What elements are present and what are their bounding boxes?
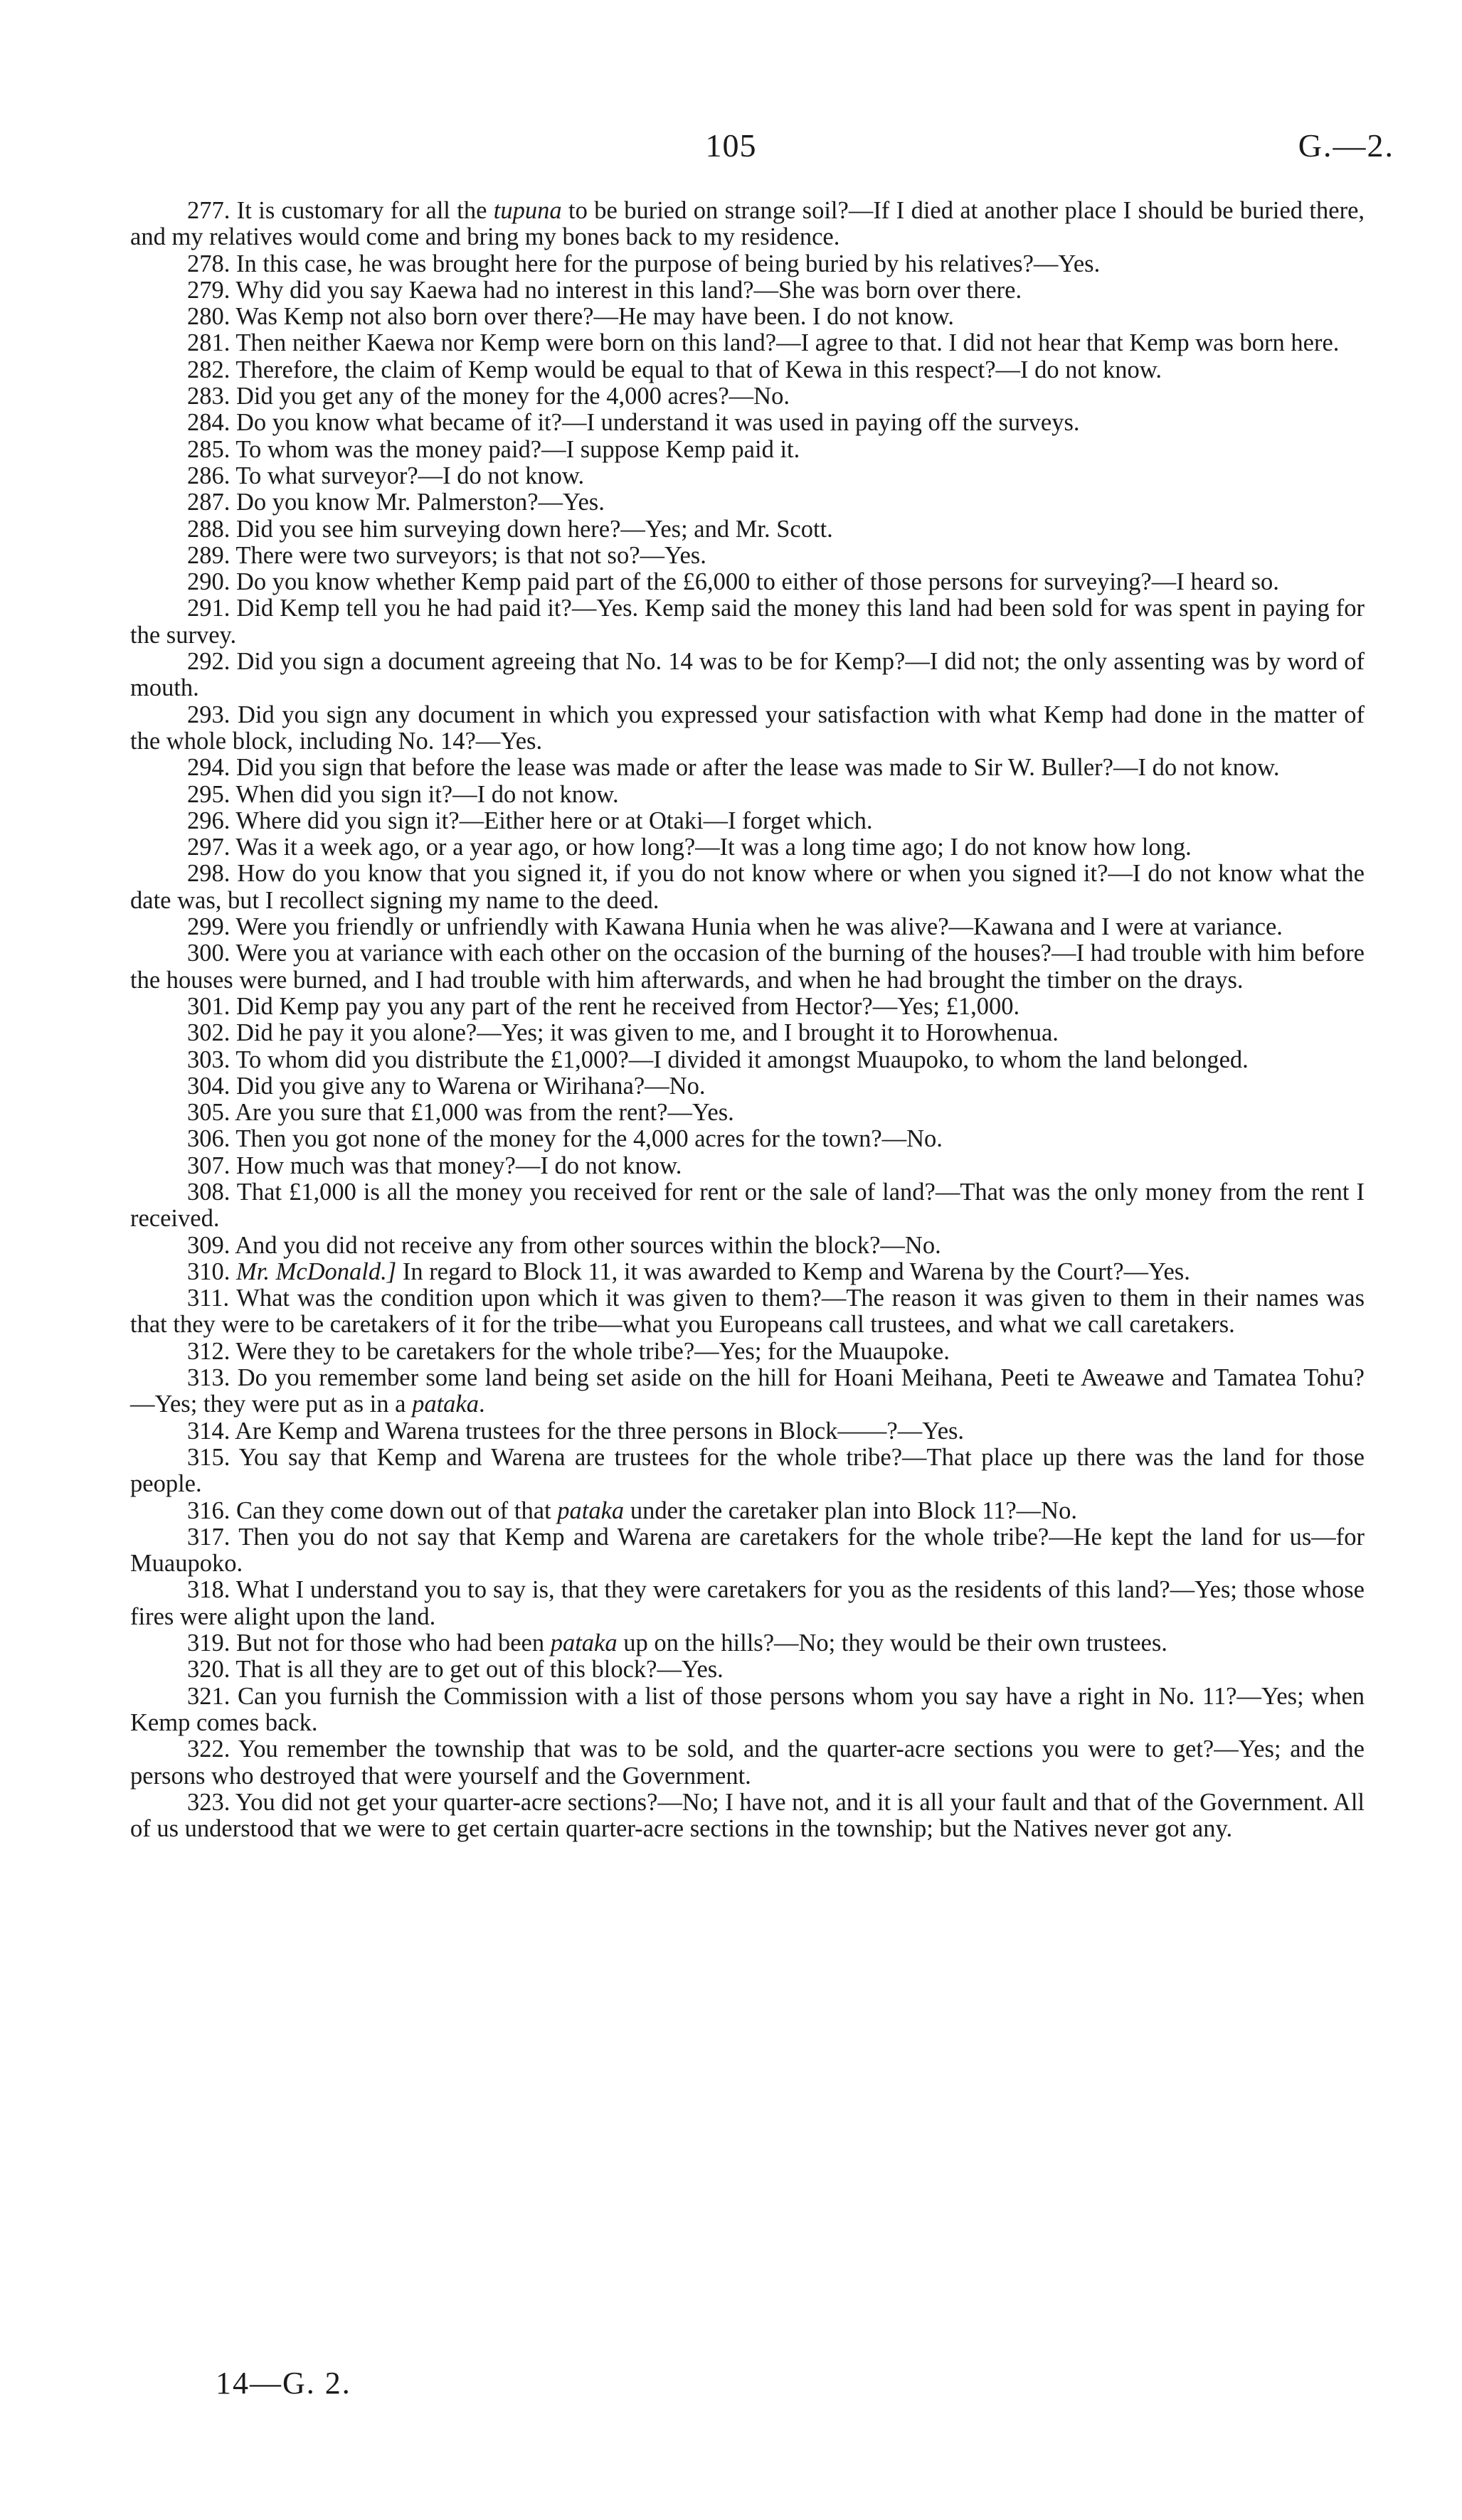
question-number: 322. [187,1735,231,1763]
qa-entry [130,569,1365,595]
speaker-name: Mr. McDonald.] [236,1258,397,1285]
question-number: 289. [187,541,231,569]
qa-entry [130,994,1365,1020]
qa-entry [130,1736,1365,1790]
question-number: 316. [187,1496,231,1524]
question-number: 305. [187,1099,231,1127]
question-number: 296. [187,807,231,834]
qa-entry [130,1445,1365,1498]
question-answer-text: Where did you sign it?—Either here or at Otaki—I forget which. [235,807,873,834]
qa-entry [130,1259,1365,1285]
qa-entry [130,1498,1365,1524]
question-answer-text: Did you sign a document agreeing that No. 14 was to be for Kemp?—I did not; the only assenting was by word of mouth. [130,648,1365,702]
question-answer-text: Did he pay it you alone?—Yes; it was given to me, and I brought it to Horowhenua. [236,1019,1059,1047]
question-answer-text: Did you sign any document in which you expressed your satisfaction with what Kemp had done in the matter of the whole block, including No. 14?—Yes. [130,701,1365,755]
question-number: 320. [187,1656,231,1684]
question-answer-text: Was Kemp not also born over there?—He may have been. I do not know. [235,303,954,331]
question-number: 292. [187,648,231,676]
qa-entry [130,410,1365,436]
question-answer-text: Then neither Kaewa nor Kemp were born on this land?—I agree to that. I did not hear that Kemp was born here. [235,329,1340,357]
qa-entry [130,940,1365,994]
question-number: 307. [187,1152,231,1179]
question-answer-text: And you did not receive any from other sources within the block?—No. [235,1231,941,1259]
qa-entry [130,1418,1365,1445]
question-answer-text: To whom was the money paid?—I suppose Kemp paid it. [235,435,800,463]
qa-entry [130,1657,1365,1683]
question-number: 278. [187,250,231,277]
question-number: 277. [187,197,231,224]
qa-entry [130,1020,1365,1046]
qa-entry [130,914,1365,940]
question-number: 304. [187,1072,231,1100]
qa-entry [130,649,1365,702]
question-answer-text: Were you at variance with each other on the occasion of the burning of the houses?—I had trouble with him before the houses were burned, and I had trouble with him afterwards, and when he had brought the timber on the drays. [130,940,1365,994]
question-number: 294. [187,754,231,782]
question-number: 308. [187,1178,231,1206]
qa-entry [130,755,1365,781]
question-answer-text: What I understand you to say is, that they were caretakers for you as the residents of this land?—Yes; those whose fires were alight upon the land. [130,1576,1365,1630]
qa-entry [130,1179,1365,1233]
question-answer-text: Did Kemp tell you he had paid it?—Yes. Kemp said the money this land had been sold for was spent in paying for the survey. [130,595,1365,649]
qa-entry [130,1073,1365,1100]
question-number: 306. [187,1125,231,1153]
question-answer-text: To what surveyor?—I do not know. [235,462,585,489]
qa-entry [130,1285,1365,1339]
question-answer-text: Did Kemp pay you any part of the rent he received from Hector?—Yes; £1,000. [236,992,1020,1020]
question-answer-text: Can you furnish the Commission with a list of those persons whom you say have a right in No. 11?—Yes; when Kemp comes back. [130,1682,1365,1736]
qa-entry [130,357,1365,383]
question-answer-text: That £1,000 is all the money you received for rent or the sale of land?—That was the only money from the rent I received. [130,1178,1365,1233]
question-answer-text: But not for those who had been pataka up on the hills?—No; they would be their own trustees. [236,1630,1167,1657]
qa-entry [130,383,1365,410]
question-answer-text: Therefore, the claim of Kemp would be equal to that of Kewa in this respect?—I do not know. [235,356,1162,383]
question-number: 291. [187,595,231,622]
question-answer-text: You say that Kemp and Warena are trustees for the whole tribe?—That place up there was the land for those people. [130,1443,1365,1498]
qa-entry [130,1100,1365,1126]
question-number: 303. [187,1046,231,1073]
question-answer-text: Did you get any of the money for the 4,000 acres?—No. [236,383,790,410]
question-number: 309. [187,1231,231,1259]
question-number: 287. [187,489,231,516]
question-answer-text: Then you got none of the money for the 4,000 acres for the town?—No. [235,1125,943,1153]
qa-entry [130,1126,1365,1152]
question-answer-text: Why did you say Kaewa had no interest in this land?—She was born over there. [235,276,1022,304]
qa-entry [130,543,1365,569]
question-answer-text: That is all they are to get out of this block?—Yes. [235,1656,724,1684]
question-number: 288. [187,515,231,543]
question-number: 310. [187,1258,231,1285]
question-number: 318. [187,1576,231,1604]
qa-entry [130,1153,1365,1179]
question-number: 315. [187,1443,231,1471]
qa-entry [130,808,1365,834]
question-answer-text: In this case, he was brought here for the purpose of being buried by his relatives?—Yes. [236,250,1101,277]
question-answer-text: Are you sure that £1,000 was from the rent?—Yes. [235,1099,734,1127]
question-number: 279. [187,276,231,304]
qa-entry [130,782,1365,808]
question-answer-text: Were you friendly or unfriendly with Kawana Hunia when he was alive?—Kawana and I were at variance. [235,913,1283,941]
qa-entry [130,834,1365,861]
question-answer-text: When did you sign it?—I do not know. [235,780,619,808]
question-answer-text: Were they to be caretakers for the whole tribe?—Yes; for the Muaupoke. [235,1337,950,1365]
question-number: 297. [187,834,231,861]
question-answer-text: Can they come down out of that pataka under the caretaker plan into Block 11?—No. [236,1496,1077,1524]
question-number: 323. [187,1788,231,1816]
question-number: 290. [187,568,231,596]
question-answer-text: In regard to Block 11, it was awarded to Kemp and Warena by the Court?—Yes. [396,1258,1190,1285]
question-number: 314. [187,1417,231,1445]
question-answer-text: Do you know what became of it?—I understand it was used in paying off the surveys. [236,409,1080,437]
qa-entry [130,861,1365,914]
qa-entry [130,1790,1365,1843]
question-number: 286. [187,462,231,489]
qa-entry [130,277,1365,304]
testimony-body [130,198,1365,1842]
qa-entry [130,489,1365,516]
question-number: 295. [187,780,231,808]
qa-entry [130,1365,1365,1418]
question-answer-text: Are Kemp and Warena trustees for the three persons in Block——?—Yes. [235,1417,965,1445]
qa-entry [130,595,1365,649]
question-number: 300. [187,940,231,967]
page-number: 105 [705,127,757,164]
question-answer-text: There were two surveyors; is that not so?—Yes. [235,541,706,569]
question-answer-text: You remember the township that was to be sold, and the quarter-acre sections you were to get?—Yes; and the persons who destroyed that were yourself and the Government. [130,1735,1365,1790]
question-answer-text: Do you know whether Kemp paid part of the £6,000 to either of those persons for surveying?—I heard so. [236,568,1279,596]
question-number: 284. [187,409,231,437]
printer-signature: 14—G. 2. [216,2366,351,2401]
question-number: 283. [187,383,231,410]
question-number: 282. [187,356,231,383]
question-number: 313. [187,1364,231,1392]
question-number: 312. [187,1337,231,1365]
question-answer-text: Did you sign that before the lease was made or after the lease was made to Sir W. Buller?—I do not know. [236,754,1280,782]
qa-entry [130,1233,1365,1259]
question-answer-text: To whom did you distribute the £1,000?—I divided it amongst Muaupoko, to whom the land belonged. [235,1046,1249,1073]
question-number: 298. [187,860,231,888]
question-number: 285. [187,435,231,463]
question-answer-text: Did you give any to Warena or Wirihana?—No. [236,1072,706,1100]
qa-entry [130,516,1365,543]
question-number: 321. [187,1682,231,1710]
question-number: 299. [187,913,231,941]
question-answer-text: Then you do not say that Kemp and Warena are caretakers for the whole tribe?—He kept the land for us—for Muaupoko. [130,1523,1365,1578]
question-number: 301. [187,992,231,1020]
qa-entry [130,1524,1365,1578]
question-number: 317. [187,1523,231,1551]
question-number: 311. [187,1285,230,1312]
qa-entry [130,1684,1365,1737]
qa-entry [130,1339,1365,1365]
qa-entry [130,1047,1365,1073]
qa-entry [130,1577,1365,1630]
question-number: 302. [187,1019,231,1047]
question-answer-text: Do you remember some land being set aside on the hill for Hoani Meihana, Peeti te Aweawe and Tamatea Tohu?—Yes; they were put as in a pataka. [130,1364,1365,1418]
qa-entry [130,702,1365,755]
question-number: 293. [187,701,231,728]
page-header [0,127,1462,169]
qa-entry [130,437,1365,463]
question-number: 319. [187,1630,231,1657]
qa-entry [130,463,1365,489]
question-answer-text: What was the condition upon which it was given to them?—The reason it was given to them in their names was that they were to be caretakers of it for the tribe—what you Europeans call trustees, and what we call caretakers. [130,1285,1365,1339]
document-reference: G.—2. [1298,127,1394,164]
question-number: 281. [187,329,231,357]
question-answer-text: It is customary for all the tupuna to be buried on strange soil?—If I died at another place I should be buried there, and my relatives would come and bring my bones back to my residence. [130,197,1365,251]
question-answer-text: How do you know that you signed it, if you do not know where or when you signed it?—I do not know what the date was, but I recollect signing my name to the deed. [130,860,1365,914]
qa-entry [130,330,1365,356]
question-number: 280. [187,303,231,331]
question-answer-text: You did not get your quarter-acre sections?—No; I have not, and it is all your fault and that of the Government. All of us understood that we were to get certain quarter-acre sections in the township; but the Natives never got any. [130,1788,1365,1843]
question-answer-text: Did you see him surveying down here?—Yes; and Mr. Scott. [236,515,833,543]
qa-entry [130,304,1365,330]
question-answer-text: How much was that money?—I do not know. [236,1152,682,1179]
qa-entry [130,251,1365,277]
qa-entry [130,1630,1365,1657]
question-answer-text: Do you know Mr. Palmerston?—Yes. [236,489,605,516]
qa-entry [130,198,1365,251]
question-answer-text: Was it a week ago, or a year ago, or how long?—It was a long time ago; I do not know how long. [235,834,1192,861]
